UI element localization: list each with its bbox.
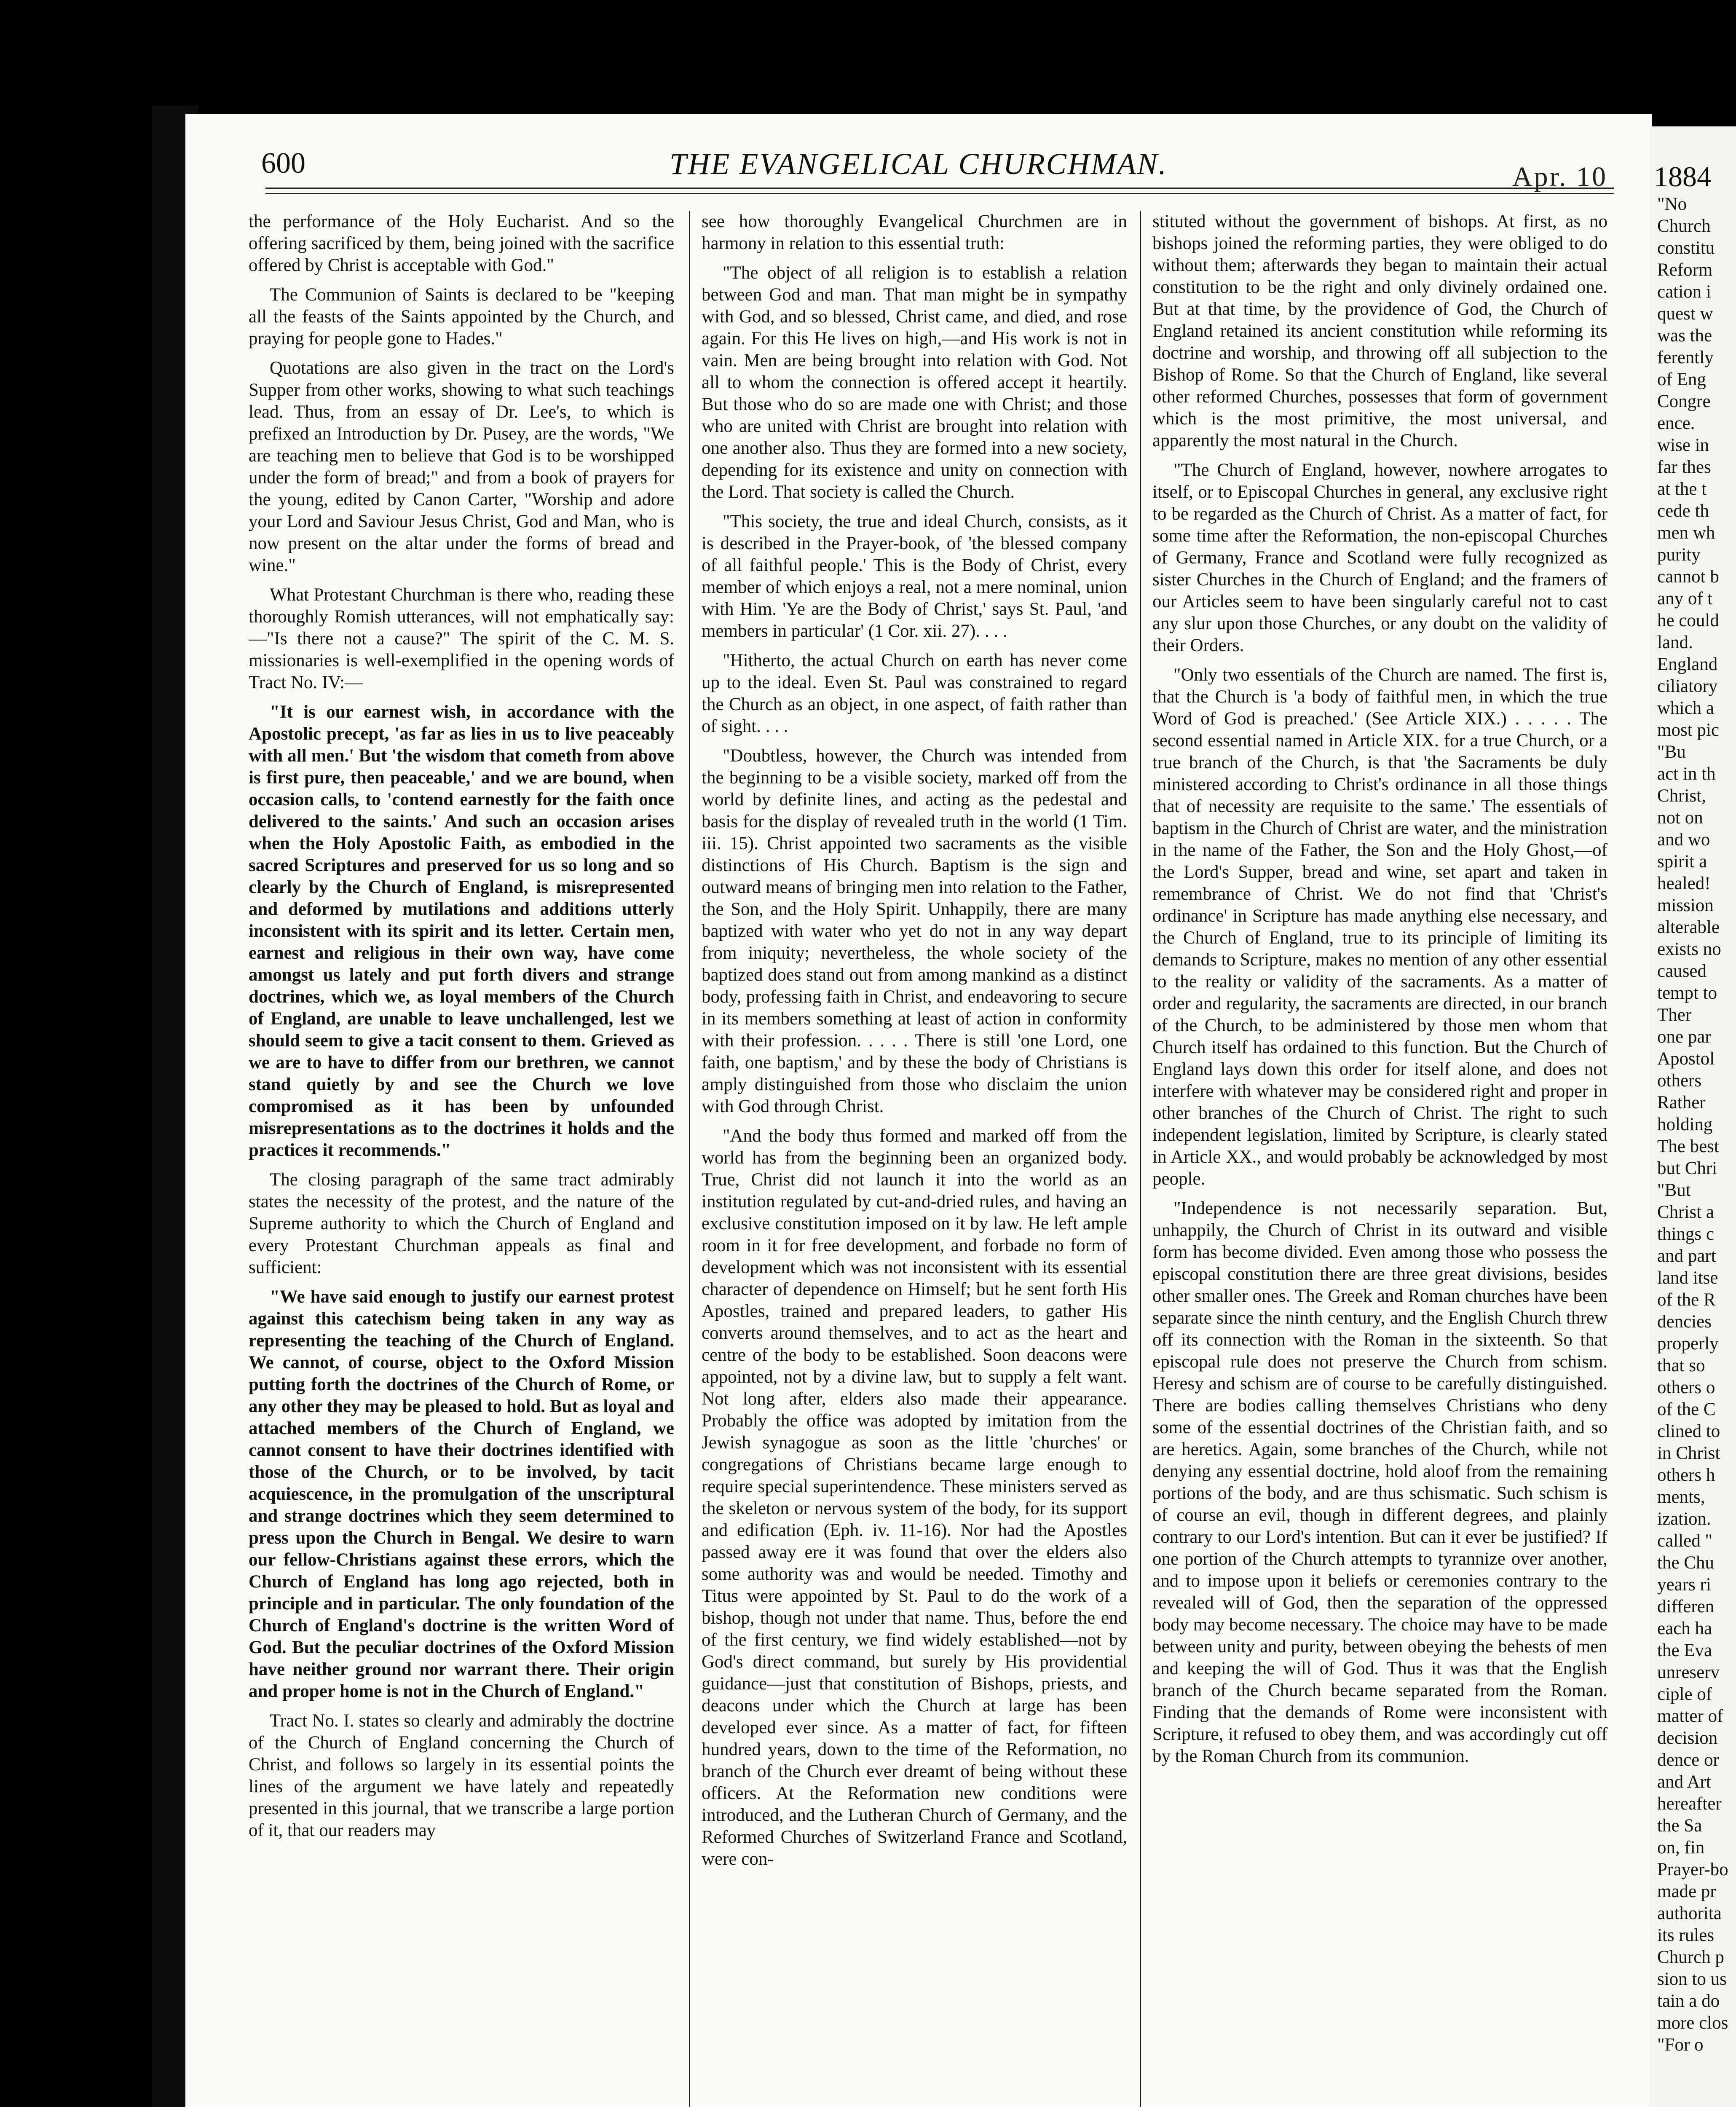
facing-line: "But	[1657, 1180, 1691, 1200]
facing-line: on, fin	[1657, 1838, 1705, 1858]
facing-line: authorita	[1657, 1903, 1722, 1923]
facing-line: exists no	[1657, 939, 1721, 959]
facing-line: things c	[1657, 1224, 1714, 1244]
masthead-title: THE EVANGELICAL CHURCHMAN.	[670, 147, 1168, 181]
facing-line: others h	[1657, 1465, 1715, 1485]
facing-line: called "	[1657, 1531, 1712, 1551]
facing-line: Christ,	[1657, 786, 1706, 806]
column-3	[1152, 211, 1607, 2107]
facing-line: its rules	[1657, 1925, 1714, 1945]
facing-line: dence or	[1657, 1750, 1719, 1770]
facing-line: the Sa	[1657, 1816, 1702, 1836]
facing-line: the Chu	[1657, 1553, 1714, 1573]
column-1	[249, 211, 674, 2107]
facing-line: wise in	[1657, 435, 1709, 455]
facing-line: quest w	[1657, 304, 1713, 324]
page-header	[185, 114, 1652, 198]
facing-line: matter of	[1657, 1706, 1723, 1726]
facing-line: purity	[1657, 545, 1701, 565]
facing-line: dencies	[1657, 1312, 1712, 1332]
paragraph: "Only two essentials of the Church are named. The first is, that the Church is 'a body of faithful men, in which the true Word of God is preached.' (See Article XIX.) . . . . . The second essential named in Article XIX. for a true Church, or a true branch of the Church, is that 'the Sacraments be duly ministered according to Christ's ordinance in all those things that of necessity are requisite to the same.' The essentials of baptism in the Church of Christ are water, and the ministration in the name of the Father, the Son and the Holy Ghost,—of the Lord's Supper, bread and wine, set apart and taken in remembrance of Christ. We do not find that 'Christ's ordinance' in Scripture has made anything else necessary, and the Church of England, true to its principle of limiting its demands to Scripture, makes no mention of any other essential to the reality or validity of the sacraments. As a matter of order and regularity, the sacraments are directed, in our branch of the Church, to be administered by those men whom that Church itself has ordained to this function. But the Church of England lays down this order for itself alone, and does not interfere with whatever may be considered right and proper in other branches of the Church of Christ. The right to such independent legislation, limited by Scripture, is clearly stated in Article XX., and would probably be acknowledged by most people.	[1152, 665, 1607, 1189]
facing-line: Church p	[1657, 1947, 1724, 1967]
facing-line: and Art	[1657, 1772, 1711, 1792]
paragraph: "Doubtless, however, the Church was intended from the beginning to be a visible society, marked off from the world by definite lines, and acting as the pedestal and basis for the display of revealed truth in the world (1 Tim. iii. 15). Christ appointed two sacraments as the visible distinctions of His Church. Baptism is the sign and outward means of bringing men into relation to the Father, the Son, and the Holy Spirit. Unhappily, there are many baptized with water who yet do not in any way depart from iniquity; nevertheless, the whole society of the baptized does stand out from among mankind as a distinct body, professing faith in Christ, and endeavoring to secure in its members something at least of action in conformity with their profession. . . . . There is still 'one Lord, one faith, one baptism,' and by these the body of Christians is amply distinguished from those who disclaim the union with God through Christ.	[702, 746, 1127, 1116]
facing-line: spirit a	[1657, 852, 1707, 871]
paragraph: "And the body thus formed and marked off from the world has from the beginning been an organized body. True, Christ did not launch it into the world as an institution regulated by cut-and-dried rules, and having an exclusive constitution imposed on it by law. He left ample room in it for free development, and forbade no form of development which was not inconsistent with its essential character of dependence on Himself; but he sent forth His Apostles, trained and prepared leaders, to gather His converts around themselves, and to act as the heart and centre of the body to be established. Soon deacons were appointed, not by a divine law, but to supply a felt want. Not long after, elders also made their appearance. Probably the office was adopted by imitation from the Jewish synagogue as soon as the little 'churches' or congregations of Christians became large enough to require special superintendence. These ministers served as the skeleton or nervous system of the body, for its support and edification (Eph. iv. 11-16). Nor had the Apostles passed away ere it was found that over the elders also some authority was and would be needed. Timothy and Titus were appointed by St. Paul to do the work of a bishop, though not under that name. Thus, before the end of the first century, we find widely established—not by God's direct command, but surely by His providential guidance—just that constitution of Bishops, priests, and deacons under which the Church at large has been developed ever since. As a matter of fact, for fifteen hundred years, down to the time of the Reformation, no branch of the Church ever dreamt of being without these officers. At the Reformation new conditions were introduced, and the Lutheran Church of Germany, and the Reformed Churches of Switzerland France and Scotland, were con-	[702, 1126, 1127, 1869]
paragraph: The closing paragraph of the same tract admirably states the necessity of the protest, and the nature of the Supreme authority to which the Church of England and every Protestant Churchman appeals as final and sufficient:	[249, 1170, 674, 1277]
facing-page-year: 1884	[1654, 161, 1711, 193]
facing-line: unreserv	[1657, 1662, 1720, 1682]
paragraph: "It is our earnest wish, in accordance with the Apostolic precept, 'as far as lies in us to live peaceably with all men.' But 'the wisdom that cometh from above is first pure, then peaceable,' and we are bound, when occasion calls, to 'contend earnestly for the faith once delivered to the saints.' And such an occasion arises when the Holy Apostolic Faith, as embodied in the sacred Scriptures and preserved for us so long and so clearly by the Church of England, is misrepresented and deformed by mutilations and additions utterly inconsistent with its spirit and its letter. Certain men, earnest and religious in their own way, have come amongst us lately and put forth divers and strange doctrines, which we, as loyal members of the Church of England, are unable to leave unchallenged, lest we should seem to give a tacit consent to them. Grieved as we are to have to differ from our brethren, we cannot stand quietly by and see the Church we love compromised as it has been by unfounded misrepresentations as to the doctrines it holds and the practices it recommends."	[249, 702, 674, 1160]
facing-line: Prayer-bo	[1657, 1860, 1728, 1879]
facing-line: in Christ	[1657, 1443, 1720, 1463]
paragraph: "The object of all religion is to establish a relation between God and man. That man might be in sympathy with God, and so blessed, Christ came, and died, and rose again. For this He lives on high,—and His work is not in vain. Men are being brought into relation with God. Not all to whom the connection is offered accept it heartily. But those who do so are made one with Christ; and those who are united with Christ are brought into relation with one another also. Thus they are formed into a new society, depending for its existence and unity on connection with the Lord. That society is called the Church.	[702, 263, 1127, 502]
facing-line: ciple of	[1657, 1684, 1712, 1704]
paragraph: "We have said enough to justify our earnest protest against this catechism being taken in any way as representing the teaching of the Church of England. We cannot, of course, object to the Oxford Mission putting forth the doctrines of the Church of Rome, or any other they may be pleased to hold. But as loyal and attached members of the Church of England, we cannot consent to have their doctrines identified with those of the Church, or to be involved, by tacit acquiescence, in the promulgation of the unscriptural and strange doctrines which they seem determined to press upon the Church in Bengal. We desire to warn our fellow-Christians against these errors, which the Church of England has long ago rejected, both in principle and in particular. The only foundation of the Church of England's doctrine is the written Word of God. But the peculiar doctrines of the Oxford Mission have neither ground nor warrant there. Their origin and proper home is not in the Church of England."	[249, 1287, 674, 1701]
facing-line: "No	[1657, 194, 1687, 214]
paragraph: the performance of the Holy Eucharist. And so the offering sacrificed by them, being joined with the sacrifice offered by Christ is acceptable with God."	[249, 212, 674, 275]
facing-line: Church	[1657, 216, 1711, 236]
facing-line: properly	[1657, 1334, 1719, 1354]
facing-line: "Bu	[1657, 742, 1686, 762]
facing-line: but Chri	[1657, 1158, 1717, 1178]
facing-line: land.	[1657, 633, 1693, 652]
column-divider	[1140, 211, 1141, 2107]
paragraph: stituted without the government of bishops. At first, as no bishops joined the reforming parties, they were obliged to do without them; afterwards they began to maintain their actual constitution to be the right and only divinely ordained one. But at that time, by the providence of God, the Church of England retained its ancient constitution while reforming its doctrine and worship, and throwing off all subjection to the Bishop of Rome. So that the Church of England, like several other reformed Churches, possesses that form of government which is the most primitive, the most universal, and apparently the most natural in the Church.	[1152, 212, 1607, 450]
facing-line: most pic	[1657, 720, 1719, 740]
header-rule-thin	[265, 193, 1614, 194]
paragraph: see how thoroughly Evangelical Churchmen are in harmony in relation to this essential truth:	[702, 212, 1127, 253]
facing-line: Congre	[1657, 391, 1711, 411]
facing-line: cannot b	[1657, 567, 1719, 587]
facing-line: Christ a	[1657, 1202, 1714, 1222]
facing-line: Ther	[1657, 1005, 1692, 1025]
facing-line: others	[1657, 1071, 1702, 1091]
facing-line: The best	[1657, 1137, 1719, 1156]
facing-line: any of t	[1657, 589, 1713, 609]
facing-line: was the	[1657, 326, 1712, 346]
paragraph: Quotations are also given in the tract on the Lord's Supper from other works, showing to what such teachings lead. Thus, from an essay of Dr. Lee's, to which is prefixed an Introduction by Dr. Pusey, are the words, "We are teaching men to believe that God is to be worshipped under the form of bread;" and from a book of prayers for the young, edited by Canon Carter, "Worship and adore your Lord and Saviour Jesus Christ, God and Man, who is now present on the altar under the forms of bread and wine."	[249, 358, 674, 575]
facing-line: at the t	[1657, 479, 1707, 499]
facing-line: tempt to	[1657, 983, 1717, 1003]
paragraph: The Communion of Saints is declared to be "keeping all the feasts of the Saints appointed by the Church, and praying for people gone to Hades."	[249, 285, 674, 348]
facing-line: Apostol	[1657, 1049, 1715, 1069]
facing-line: which a	[1657, 698, 1714, 718]
facing-line: holding	[1657, 1115, 1713, 1134]
facing-line: cation i	[1657, 282, 1711, 302]
facing-line: ization.	[1657, 1509, 1711, 1529]
paragraph: Tract No. I. states so clearly and admirably the doctrine of the Church of England concerning the Church of Christ, and follows so largely in its essential points the lines of the argument we have lately and repeatedly presented in this journal, that we transcribe a large portion of it, that our readers may	[249, 1711, 674, 1840]
facing-line: made pr	[1657, 1882, 1716, 1901]
paragraph: What Protestant Churchman is there who, reading these thoroughly Romish utterances, will not emphatically say:—"Is there not a cause?" The spirit of the C. M. S. missionaries is well-exemplified in the opening words of Tract No. IV:—	[249, 585, 674, 692]
facing-line: of the R	[1657, 1290, 1716, 1310]
paragraph: "Hitherto, the actual Church on earth has never come up to the ideal. Even St. Paul was constrained to regard the Church as an object, in one aspect, of faith rather than of sight. . . .	[702, 651, 1127, 736]
facing-line: each ha	[1657, 1619, 1712, 1638]
issue-date: Apr. 10	[1512, 161, 1607, 192]
facing-line: mission	[1657, 895, 1714, 915]
facing-line: ence.	[1657, 413, 1695, 433]
column-2	[702, 211, 1127, 2107]
facing-line: more clos	[1657, 2013, 1728, 2033]
facing-line: alterable	[1657, 917, 1720, 937]
facing-line: caused	[1657, 961, 1707, 981]
facing-line: cede th	[1657, 501, 1709, 521]
facing-line: that so	[1657, 1356, 1705, 1375]
facing-line: healed!	[1657, 874, 1711, 893]
facing-line: he could	[1657, 611, 1719, 630]
facing-line: and part	[1657, 1246, 1716, 1266]
facing-line: far thes	[1657, 457, 1711, 477]
page-number: 600	[261, 147, 305, 180]
facing-line: one par	[1657, 1027, 1711, 1047]
facing-line: ciliatory	[1657, 676, 1718, 696]
facing-line: men wh	[1657, 523, 1715, 543]
header-rule	[265, 188, 1614, 189]
facing-line: the Eva	[1657, 1641, 1712, 1660]
facing-line: ments,	[1657, 1487, 1705, 1507]
facing-line: differen	[1657, 1597, 1715, 1616]
facing-line: "For o	[1657, 2035, 1704, 2055]
facing-line: not on	[1657, 808, 1703, 828]
newspaper-page	[185, 114, 1652, 2107]
column-divider	[689, 211, 690, 2107]
facing-line: tain a do	[1657, 1991, 1720, 2011]
facing-line: others o	[1657, 1378, 1715, 1397]
paragraph: "Independence is not necessarily separation. But, unhappily, the Church of Christ in its outward and visible form has become divided. Even among those who possess the episcopal constitution there are three great divisions, besides other smaller ones. The Greek and Roman churches have been separate since the ninth century, and the English Church threw off its connection with the Roman in the sixteenth. So that episcopal rule does not preserve the Church from schism. Heresy and schism are of course to be carefully distinguished. There are bodies calling themselves Christians who deny some of the essential doctrines of the Christian faith, and so are heretics. Again, some branches of the Church, while not denying any essential doctrine, hold aloof from the remaining portions of the body, and are thus schismatic. Such schism is of course an evil, though in different degrees, and plainly contrary to our Lord's intention. But can it ever be justified? If one portion of the Church attempts to tyrannize over another, and to impose upon it beliefs or ceremonies contrary to the revealed will of God, then the separation of the oppressed body may become necessary. The choice may have to be made between unity and purity, between obeying the behests of men and keeping the will of God. Thus it was that the English branch of the Church became separated from the Roman. Finding that the demands of Rome were inconsistent with Scripture, it refused to obey them, and was accordingly cut off by the Roman Church from its communion.	[1152, 1198, 1607, 1766]
facing-line: of the C	[1657, 1399, 1716, 1419]
paragraph: "This society, the true and ideal Church, consists, as it is described in the Prayer-book, of 'the blessed company of all faithful people.' This is the Body of Christ, every member of which enjoys a real, not a mere nominal, union with Him. 'Ye are the Body of Christ,' says St. Paul, 'and members in particular' (1 Cor. xii. 27). . . .	[702, 512, 1127, 641]
facing-line: act in th	[1657, 764, 1716, 784]
facing-line: constitu	[1657, 238, 1715, 258]
facing-page-text	[1650, 193, 1736, 2056]
paragraph: "The Church of England, however, nowhere arrogates to itself, or to Episcopal Churches in general, any exclusive right to be regarded as the Church of Christ. As a matter of fact, for some time after the Reformation, the non-episcopal Churches of Germany, France and Scotland were fully recognized as sister Churches in the Church of England; and the framers of our Articles seem to have been singularly careful not to cast any slur upon those Churches, or any doubt on the validity of their Orders.	[1152, 460, 1607, 655]
facing-line: Reform	[1657, 260, 1713, 280]
facing-line: decision	[1657, 1728, 1718, 1748]
facing-line: years ri	[1657, 1575, 1711, 1595]
facing-line: and wo	[1657, 830, 1710, 850]
facing-line: Rather	[1657, 1093, 1706, 1112]
facing-line: sion to us	[1657, 1969, 1727, 1989]
facing-line: of Eng	[1657, 370, 1706, 389]
facing-line: ferently	[1657, 348, 1714, 367]
facing-line: England	[1657, 654, 1718, 674]
facing-line: clined to	[1657, 1421, 1720, 1441]
facing-line: hereafter	[1657, 1794, 1722, 1814]
facing-line: land itse	[1657, 1268, 1718, 1288]
facing-page-edge	[1650, 126, 1736, 2107]
